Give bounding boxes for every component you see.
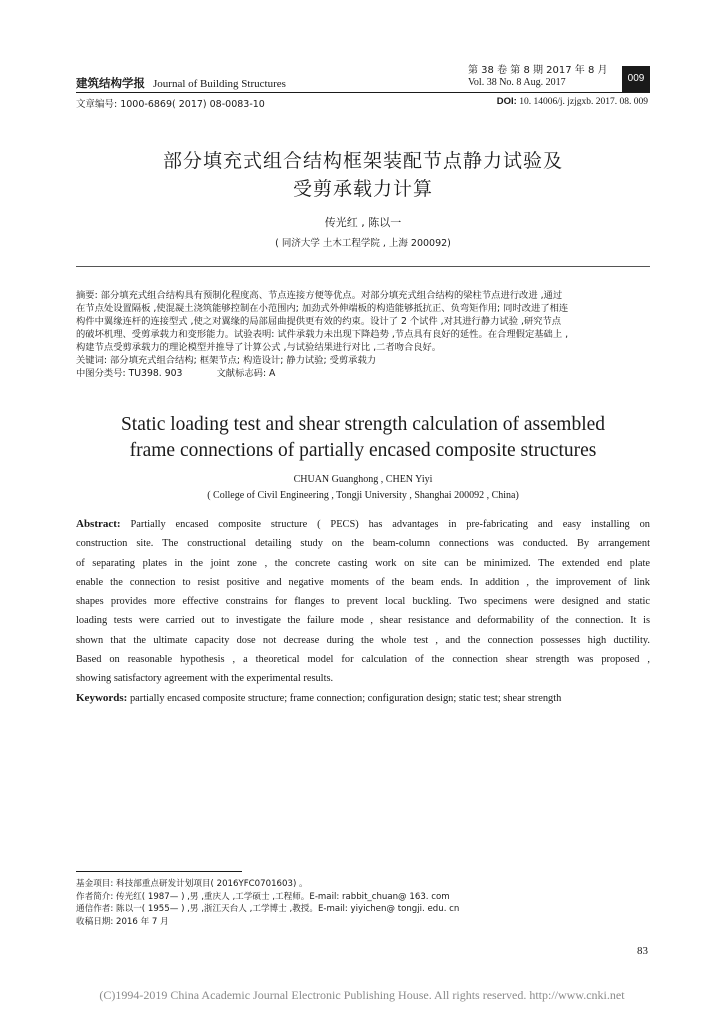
- journal-name: [76, 75, 286, 91]
- issue-info: [468, 65, 624, 89]
- section-rule: [76, 266, 650, 267]
- en-abstract-line: construction site. The constructional detailing study on the beam-column connections was conducted. By arrangement: [76, 538, 650, 550]
- cn-doc-code: 文献标志码: A: [216, 368, 276, 379]
- page-box: 009: [622, 66, 650, 92]
- en-authors: CHUAN Guanghong , CHEN Yiyi: [293, 474, 433, 485]
- en-abstract-line: shapes provides more effective constrains for flanges to prevent local buckling. Two specimens were designed and static: [76, 596, 650, 608]
- cn-abstract-line: 构件中翼缘连杆的连接型式 ,使之对翼缘的局部屈曲提供更有效的约束。设计了 2 个试件 ,对其进行静力试验 ,研究节点: [76, 316, 562, 327]
- cn-title-line-1: 部分填充式组合结构框架装配节点静力试验及: [162, 150, 563, 172]
- cn-clc: 中图分类号: TU398. 903: [76, 368, 183, 379]
- footnote-fund: 基金项目: 科技部重点研发计划项目( 2016YFC0701603) 。: [76, 879, 308, 889]
- copyright-watermark: (C)1994-2019 China Academic Journal Electronic Publishing House. All rights reserved. http://www.cnki.net: [99, 988, 625, 1002]
- en-abstract-line: loading tests were carried out to investigate the failure mode , shear resistance and deformability of the connection. It is: [76, 615, 650, 627]
- en-title-line-2: frame connections of partially encased composite structures: [129, 440, 597, 461]
- cn-abstract-line: 摘要: 部分填充式组合结构具有预制化程度高、节点连接方便等优点。对部分填充式组合结构的梁柱节点进行改进 ,通过: [76, 290, 563, 301]
- footnote-author: 作者简介: 传光红( 1987— ) ,男 ,重庆人 ,工学硕士 ,工程师。E-mail: rabbit_chuan@ 163. com: [76, 891, 450, 902]
- doi[interactable]: [497, 96, 648, 107]
- en-abstract-line: showing satisfactory agreement with the experimental results.: [76, 673, 334, 685]
- keywords-label: Keywords:: [76, 691, 128, 704]
- doi-label: DOI:: [496, 96, 517, 107]
- cn-classification: [76, 367, 650, 380]
- header-rule: [76, 92, 650, 93]
- en-abstract-line: Based on reasonable hypothesis , a theoretical model for calculation of the connection shear strength was proposed ,: [76, 654, 650, 666]
- cn-title-line-2: 受剪承载力计算: [292, 178, 433, 200]
- en-abstract-line: of separating plates in the joint zone , the concrete casting work on site can be minimized. The extended end plate: [76, 557, 650, 569]
- doi-value: 10. 14006/j. jzjgxb. 2017. 08. 009: [516, 97, 648, 107]
- issue-info-en: Vol. 38 No. 8 Aug. 2017: [468, 77, 566, 88]
- en-keywords-text: partially encased composite structure; frame connection; configuration design; static test; shear strength: [129, 692, 562, 704]
- en-abstract-line: shown that the ultimate capacity dose not decrease during the whole test , and the connection possesses high ductility.: [76, 634, 650, 646]
- en-abstract-line: [76, 515, 650, 534]
- en-keywords: [76, 689, 650, 708]
- en-abstract: [76, 515, 650, 708]
- footnote-received: 收稿日期: 2016 年 7 月: [76, 916, 169, 927]
- journal-name-en: Journal of Building Structures: [153, 78, 286, 90]
- cn-keywords: 关键词: 部分填充式组合结构; 框架节点; 构造设计; 静力试验; 受剪承载力: [76, 355, 377, 366]
- en-abstract-line: enable the connection to resist positive and negative moments of the beam ends. In addition , the improvement of link: [76, 576, 650, 588]
- page-number: 83: [637, 945, 648, 957]
- abstract-label: Abstract:: [76, 518, 121, 530]
- cn-abstract: [76, 289, 650, 380]
- article-number: 文章编号: 1000-6869( 2017) 08-0083-10: [76, 99, 265, 110]
- cn-abstract-line: 的破坏机理、受剪承载力和变形能力。试验表明: 试件承载力未出现下降趋势 ,节点具有良好的延性。在合理假定基础上 ,: [76, 329, 569, 340]
- cn-abstract-line: 构建节点受剪承载力的理论模型并推导了计算公式 ,与试验结果进行对比 ,二者吻合良好。: [76, 342, 442, 353]
- journal-name-cn: 建筑结构学报: [76, 76, 145, 90]
- cn-abstract-line: 在节点处设置隔板 ,使混凝土浇筑能够控制在小范围内; 加劲式外伸端板的构造能够抵抗正、负弯矩作用; 同时改进了相连: [76, 303, 569, 314]
- en-title-line-1: Static loading test and shear strength calculation of assembled: [120, 414, 606, 435]
- footnote-corresponding: 通信作者: 陈以一( 1955— ) ,男 ,浙江天台人 ,工学博士 ,教授。E-mail: yiyichen@ tongji. edu. cn: [76, 904, 460, 914]
- footnote-rule: [76, 871, 242, 872]
- cn-affiliation: ( 同济大学 土木工程学院 , 上海 200092): [275, 238, 451, 249]
- issue-info-cn: 第 38 卷 第 8 期 2017 年 8 月: [468, 65, 608, 76]
- en-affiliation: ( College of Civil Engineering , Tongji University , Shanghai 200092 , China): [207, 490, 519, 501]
- footnotes: [76, 878, 650, 928]
- en-abstract-text: Partially encased composite structure ( PECS) has advantages in pre-fabricating and easy installing on: [130, 519, 650, 530]
- cn-authors: 传光红 , 陈以一: [324, 216, 402, 229]
